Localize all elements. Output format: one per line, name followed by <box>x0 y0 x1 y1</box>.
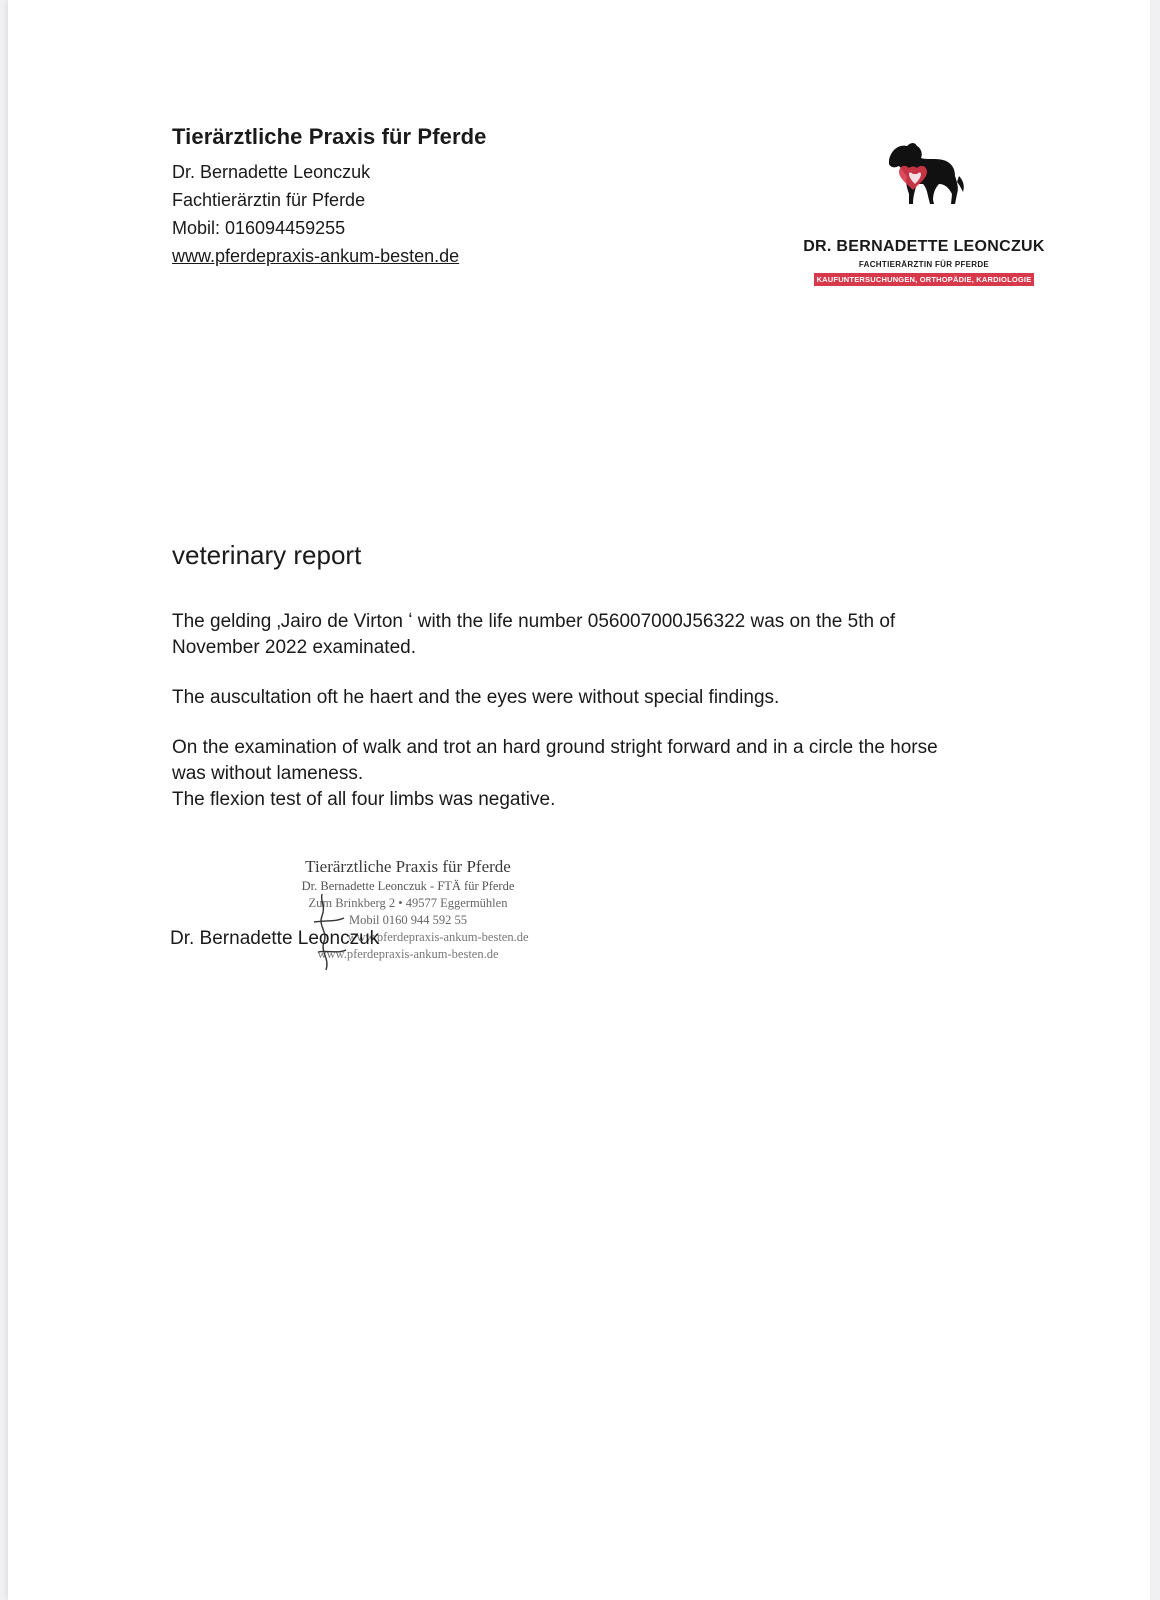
report-paragraph: The auscultation oft he haert and the eyes were without special findings. <box>172 687 780 708</box>
report-paragraph: was without lameness. <box>172 763 364 784</box>
report-body <box>172 540 1052 813</box>
report-paragraph: The gelding ‚Jairo de Virton ʻ with the life number 056007000J56322 was on the 5th of <box>172 611 896 632</box>
stamp-line: Mobil 0160 944 592 55 <box>348 913 468 927</box>
report-paragraph: On the examination of walk and trot an hard ground stright forward and in a circle the horse <box>172 737 938 758</box>
stamp-line: Dr. Bernadette Leonczuk - FTÄ für Pferde <box>301 879 515 893</box>
logo-subtitle: FACHTIERÄRZTIN FÜR PFERDE <box>858 260 990 269</box>
website-link[interactable]: www.pferdepraxis-ankum-besten.de <box>172 246 460 266</box>
logo-services-band: KAUFUNTERSUCHUNGEN, ORTHOPÄDIE, KARDIOLOGIE <box>814 273 1035 286</box>
letterhead <box>172 124 592 270</box>
doctor-name: Dr. Bernadette Leonczuk <box>172 162 371 182</box>
stamp-line: Tierärztliche Praxis für Pferde <box>305 857 511 876</box>
practice-logo <box>788 138 1060 287</box>
stamp-line: Zum Brinkberg 2 • 49577 Eggermühlen <box>308 896 508 910</box>
report-paragraph: The flexion test of all four limbs was negative. <box>172 789 556 810</box>
stamp-line: www.pferdepraxis-ankum-besten.de <box>347 930 529 944</box>
signature-name: Dr. Bernadette Leonczuk <box>170 928 380 949</box>
practice-name: Tierärztliche Praxis für Pferde <box>172 124 487 149</box>
mobile-number: Mobil: 016094459255 <box>172 218 346 238</box>
report-title: veterinary report <box>172 540 362 570</box>
doctor-title: Fachtierärztin für Pferde <box>172 190 366 210</box>
horse-heart-logo-icon <box>879 138 969 208</box>
page-edge <box>1150 0 1160 1600</box>
report-paragraph: November 2022 examinated. <box>172 637 416 658</box>
logo-name: DR. BERNADETTE LEONCZUK <box>803 238 1045 255</box>
stamp-line: www.pferdepraxis-ankum-besten.de <box>317 947 499 961</box>
document-page <box>8 0 1150 1600</box>
